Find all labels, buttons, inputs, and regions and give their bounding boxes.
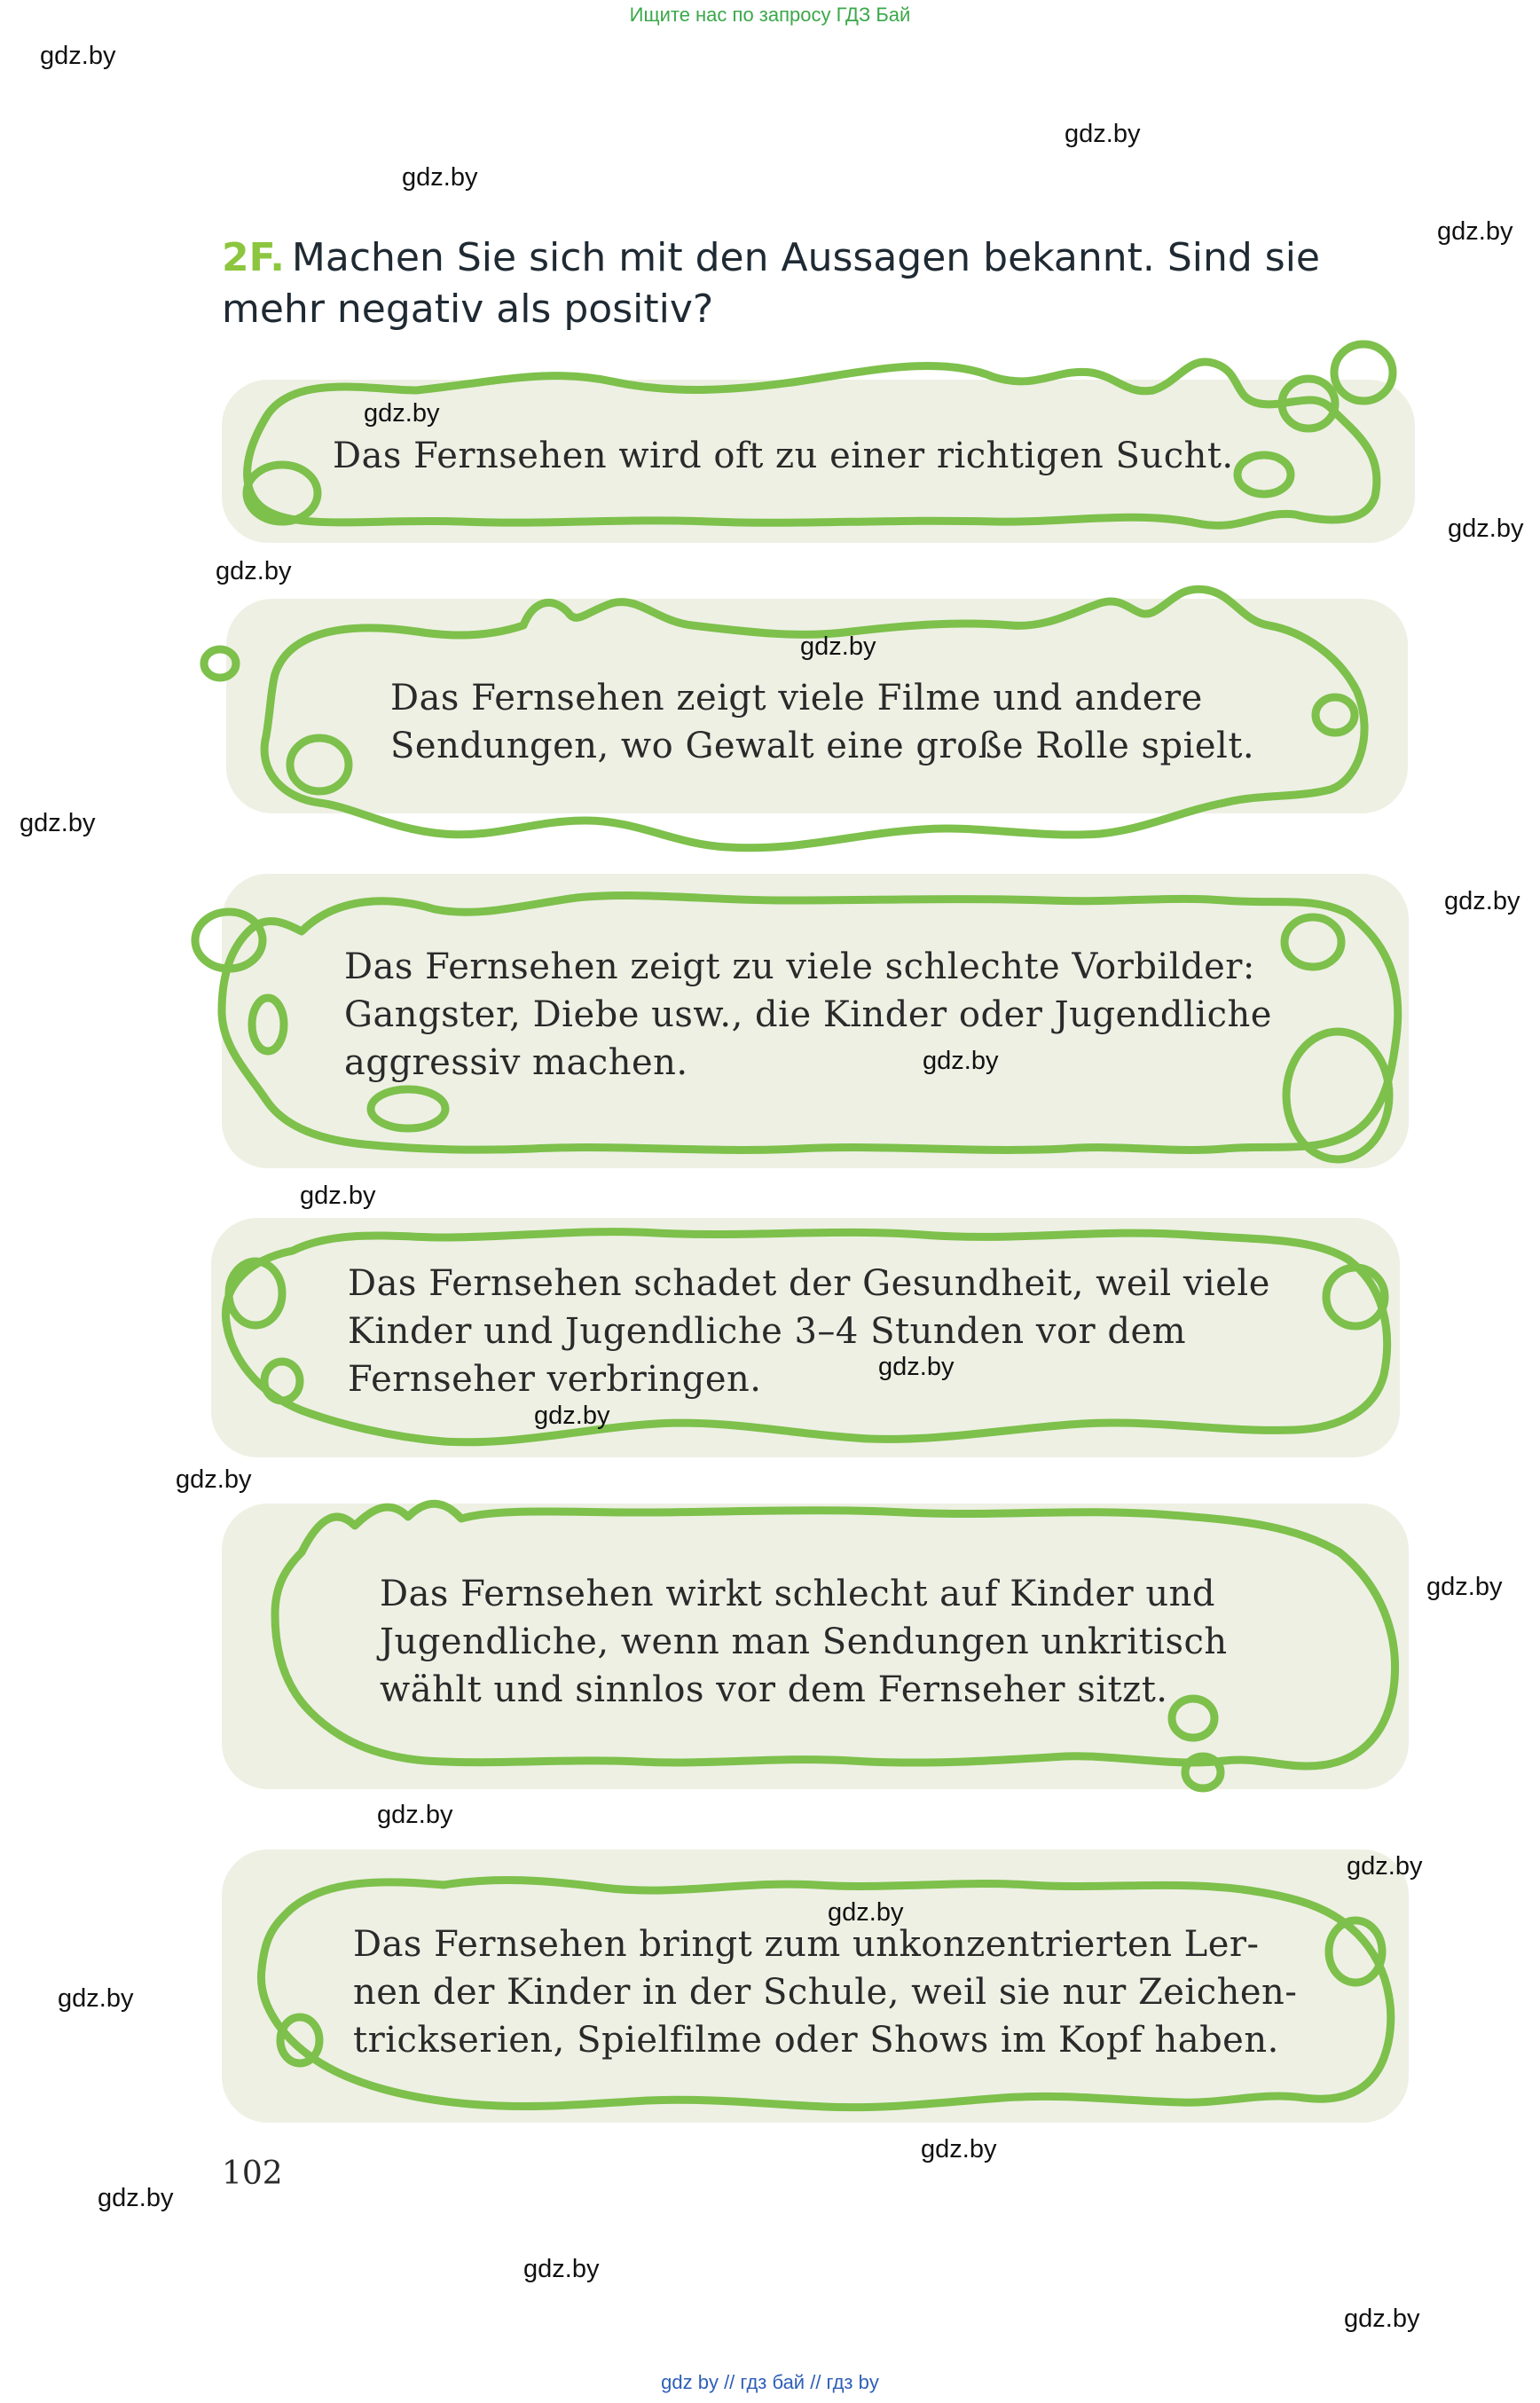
watermark: gdz.by: [923, 1047, 999, 1075]
watermark: gdz.by: [800, 632, 876, 661]
watermark: gdz.by: [40, 42, 116, 70]
watermark: gdz.by: [1437, 217, 1513, 246]
statement-text-4: Das Fernsehen schadet der Gesundheit, weil viele Kinder und Jugendliche 3–4 Stunden vor dem Fernseher verbringen.: [348, 1263, 1270, 1400]
watermark: gdz.by: [1344, 2305, 1420, 2333]
watermark: gdz.by: [534, 1402, 610, 1430]
bottom-banner[interactable]: gdz by // гдз бай // гдз by: [661, 2371, 879, 2393]
watermark: gdz.by: [98, 2184, 174, 2212]
watermark: gdz.by: [1448, 514, 1524, 543]
watermark: gdz.by: [58, 1984, 134, 2013]
statement-text-1: Das Fernsehen wird oft zu einer richtigen Sucht.: [333, 436, 1234, 476]
watermark: gdz.by: [402, 163, 478, 192]
watermark: gdz.by: [523, 2255, 600, 2283]
watermark: gdz.by: [828, 1898, 904, 1927]
statement-text-2: Das Fernsehen zeigt viele Filme und andere Sendungen, wo Gewalt eine große Rolle spielt.: [390, 678, 1255, 766]
statement-text-6: Das Fernsehen bringt zum unkonzentrierten Ler- nen der Kinder in der Schule, weil sie nur Zeichen- trickserien, Spielfilme oder Shows im Kopf haben.: [353, 1924, 1298, 2061]
top-banner[interactable]: Ищите нас по запросу ГДЗ Бай: [629, 4, 911, 26]
task-number: 2F.: [222, 235, 285, 280]
statement-text-5: Das Fernsehen wirkt schlecht auf Kinder und Jugendliche, wenn man Sendungen unkritisch wählt und sinnlos vor dem Fernseher sitzt.: [380, 1574, 1228, 1710]
watermark: gdz.by: [921, 2135, 997, 2163]
statement-text-3: Das Fernsehen zeigt zu viele schlechte Vorbilder: Gangster, Diebe usw., die Kinder oder Jugendliche aggressiv machen.: [344, 946, 1272, 1083]
watermark: gdz.by: [1347, 1852, 1423, 1881]
watermark: gdz.by: [1426, 1573, 1503, 1601]
watermark: gdz.by: [878, 1353, 955, 1381]
watermark: gdz.by: [216, 557, 292, 585]
watermark: gdz.by: [20, 809, 96, 837]
watermark: gdz.by: [176, 1465, 252, 1494]
watermark: gdz.by: [364, 399, 440, 428]
page-number: 102: [222, 2156, 283, 2192]
watermark: gdz.by: [1065, 120, 1141, 148]
watermark: gdz.by: [300, 1182, 376, 1210]
task-instruction: Machen Sie sich mit den Aussagen bekannt. Sind sie mehr negativ als positiv?: [222, 235, 1321, 332]
watermark: gdz.by: [377, 1801, 453, 1829]
watermark: gdz.by: [1444, 887, 1520, 915]
